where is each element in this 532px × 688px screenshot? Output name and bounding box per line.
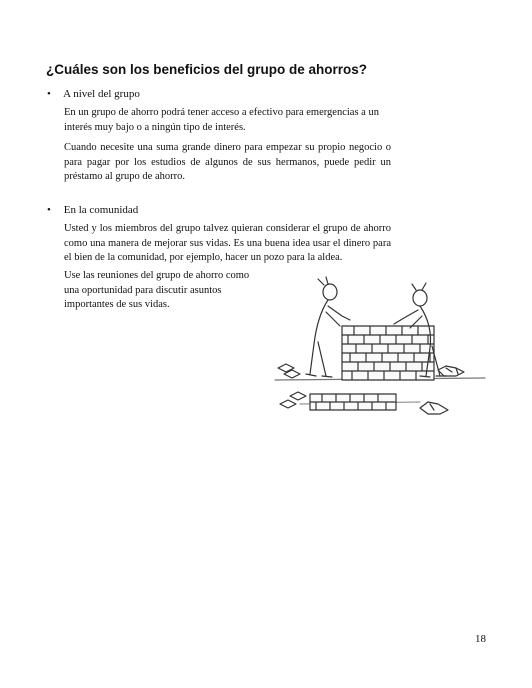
- bullet-dot: •: [47, 88, 51, 100]
- paragraph-meetings: Use las reuniones del grupo de ahorro como una oportunidad para discutir asuntos importantes de sus vidas.: [64, 270, 250, 310]
- page-heading: ¿Cuáles son los beneficios del grupo de ahorros?: [46, 62, 368, 77]
- paragraph-emergency-cash: En un grupo de ahorro podrá tener acceso a efectivo para emergencias a un interés muy bajo o a ningún tipo de interés.: [64, 107, 379, 133]
- bullet-dot: •: [47, 204, 51, 216]
- bullet-label: En la comunidad: [63, 204, 139, 216]
- page-number: 18: [475, 633, 486, 645]
- paragraph-loan: Cuando necesite una suma grande dinero para empezar su propio negocio o para pagar por los estudios de algunos de sus hermanos, puede pedir un préstamo al grupo de ahorro.: [64, 142, 391, 182]
- bullet-label: A nivel del grupo: [63, 88, 140, 100]
- paragraph-community-benefit: Usted y los miembros del grupo talvez quieran considerar el grupo de ahorro como una manera de mejorar sus vidas. Es una buena idea usar el dinero para el bien de la comunidad, por ejemplo, hacer un pozo para la aldea.: [64, 223, 391, 263]
- two-people-building-wall-illustration: [270, 276, 490, 426]
- bullet-group-level: [47, 88, 140, 100]
- bullet-community-level: [47, 204, 138, 216]
